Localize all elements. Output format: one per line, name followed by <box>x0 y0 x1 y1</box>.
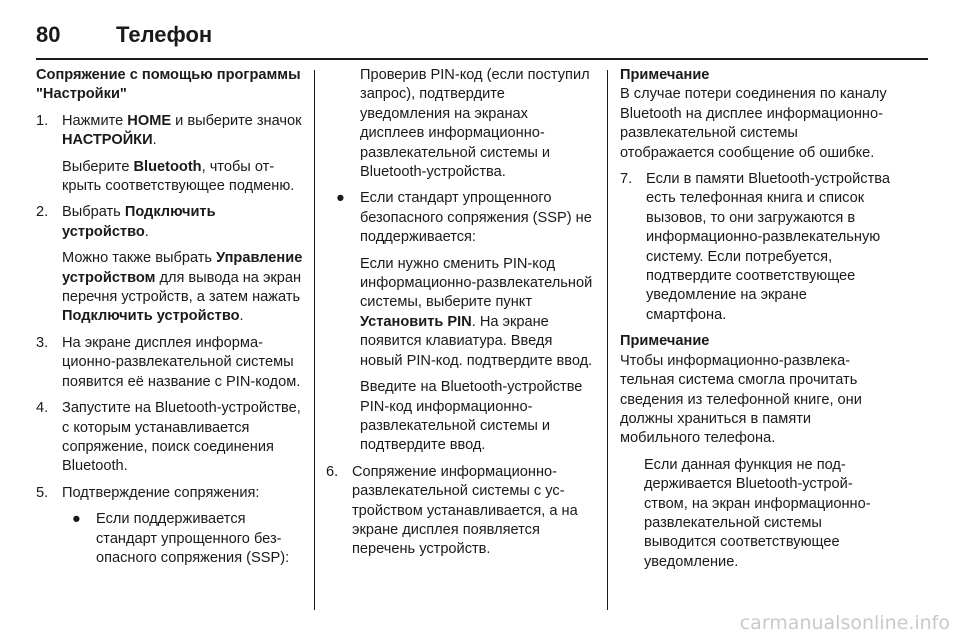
bullet-dot: ● <box>336 190 345 207</box>
list-item-6: 6. Сопряжение информационно-развлекательной системы с устройством устанавливается, а на экране дисплея появляется перечень устройств. <box>326 463 578 558</box>
paragraph: Введите на Bluetooth-устройстве PIN-код информационно-развлекательной системы и подтвердите ввод. <box>360 379 583 454</box>
page-number: 80 <box>36 22 61 47</box>
paragraph: Если данная функция не поддерживается Bluetooth-устройством, на экран информационно-развлекательной системы выводится соответствующее уведомление. <box>644 456 871 570</box>
list-item-1: 1. Нажмите HOME и выберите значок НАСТРОЙКИ. Выберите Bluetooth, чтобы открыть соответствующее подменю. <box>36 112 304 197</box>
step-2-detail: Можно также выбрать Управление устройством для вывода на экран перечня устройств, а затем нажать Подключить устройство. <box>62 250 303 325</box>
note-title: Примечание <box>620 333 710 350</box>
column-1 <box>36 66 304 575</box>
list-item-7: 7. Если в памяти Bluetooth-устройства есть телефонная книга и список вызовов, то они загружаются в информационно-развлекательную систему. Если потребуется, подтвердите соответствующее уведомление на экране смартфона. <box>620 171 890 323</box>
list-item-3: 3. На экране дисплея информационно-развлекательной системы появится её название с PIN-кодом. <box>36 334 301 390</box>
bullet-item: ● Если поддерживается стандарт упрощенного безопасного сопряжения (SSP): <box>72 511 290 566</box>
chapter-title: Телефон <box>116 22 213 47</box>
paragraph: Проверив PIN-код (если поступил запрос), подтвердите уведомления на экранах дисплеев информационно-развлекательной системы и Bluetooth-устройства. <box>360 67 590 181</box>
step-1-detail: Выберите Bluetooth, чтобы открыть соответствующее подменю. <box>62 158 295 195</box>
list-item-2: 2. Выбрать Подключить устройство. Можно также выбрать Управление устройством для вывода на экран перечня устройств, а затем нажать Подключить устройство. <box>36 203 304 326</box>
note-title: Примечание <box>620 67 710 83</box>
bullet-dot: ● <box>72 511 81 528</box>
note-block <box>620 332 890 448</box>
note-body: Чтобы информационно-развлекательная система смогла прочитать сведения из телефонной книге, они должны храниться в памяти мобильного телефона. <box>620 352 862 447</box>
watermark: carmanualsonline.info <box>739 612 950 634</box>
column-3 <box>620 66 890 579</box>
section-heading: Сопряжение с помощью программы "Настройки" <box>36 67 301 103</box>
bullet-item: ● Если стандарт упрощенного безопасного сопряжения (SSP) не поддерживается: Если нужно сменить PIN-код информационно-развлекательной системы, выберите пункт Установить PIN. На экране появится клавиатура. Введя новый PIN-код. подтвердите ввод. Введите на Bluetooth-устройстве PIN-код информационно-развлекательной системы и подтвердите ввод. <box>326 189 596 455</box>
step-2-text: Выбрать Подключить устройство. <box>62 204 216 240</box>
list-item-5: 5. Подтверждение сопряжения: ● Если поддерживается стандарт упрощенного безопасного сопряжения (SSP): <box>36 484 304 569</box>
paragraph: Если нужно сменить PIN-код информационно-развлекательной системы, выберите пункт Установить PIN. На экране появится клавиатура. Введя новый PIN-код. подтвердите ввод. <box>360 255 593 369</box>
note-block <box>620 66 890 163</box>
list-item-4: 4. Запустите на Bluetooth-устройстве, с которым устанавливается сопряжение, поиск соединения Bluetooth. <box>36 400 301 475</box>
column-divider-2 <box>607 70 608 610</box>
step-1-text: Нажмите HOME и выберите значок НАСТРОЙКИ. <box>62 112 302 149</box>
header-rule <box>36 58 928 60</box>
note-body: В случае потери соединения по каналу Bluetooth на дисплее информационно-развлекательной системы отображается сообщение об ошибке. <box>620 86 887 161</box>
column-2 <box>326 66 596 567</box>
column-divider-1 <box>314 70 315 610</box>
